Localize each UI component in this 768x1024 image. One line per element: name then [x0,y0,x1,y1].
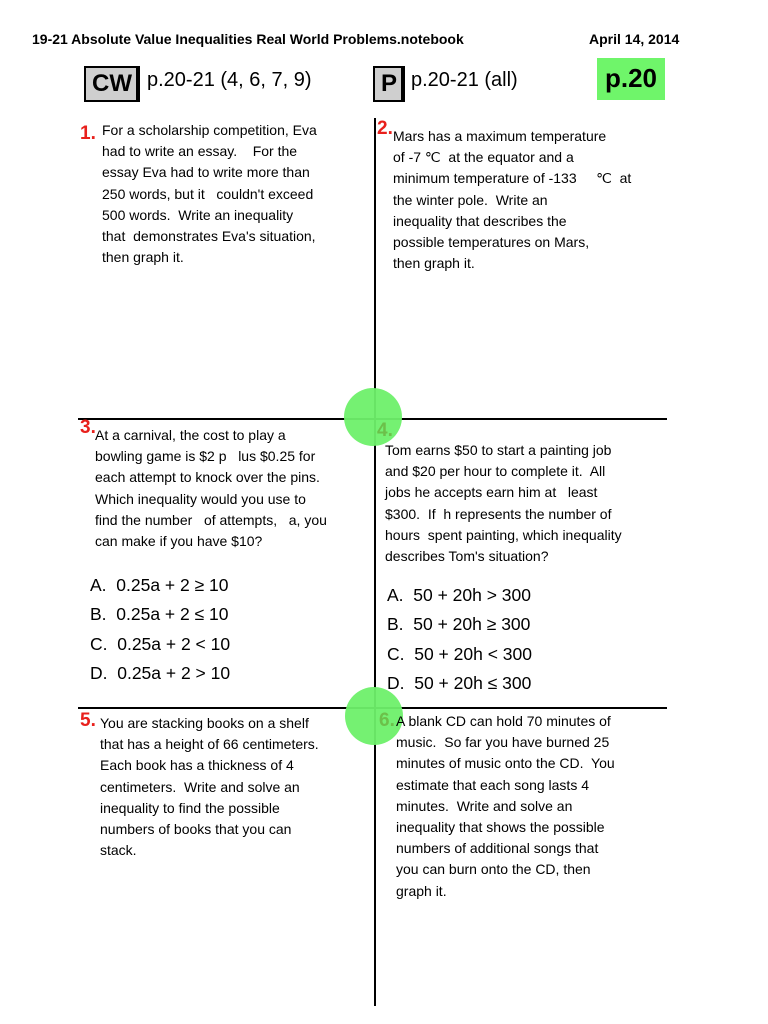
cw-pages: p.20-21 (4, 6, 7, 9) [147,69,312,91]
problem-1-number: 1. [80,123,96,144]
problem-4-text: Tom earns $50 to start a painting job and $20 per hour to complete it. All jobs he accepts earn him at least $300. If h represents the number of hours spent painting, which inequality describes Tom's situation? [385,442,622,565]
header-date: April 14, 2014 [589,31,680,47]
vertical-divider [374,118,376,1006]
problem-2-number: 2. [377,118,393,139]
problem-3-choices: A. 0.25a + 2 ≥ 10 B. 0.25a + 2 ≤ 10 C. 0.25a + 2 < 10 D. 0.25a + 2 > 10 [90,575,231,683]
p-pages: p.20-21 (all) [411,69,518,91]
problem-6-text: A blank CD can hold 70 minutes of music. So far you have burned 25 minutes of music onto the CD. You estimate that each song lasts 4 minutes. Write and solve an inequality that shows the possible numbers of additional songs that you can burn onto the CD, then graph it. [396,713,615,899]
problem-5-number: 5. [80,710,96,731]
center-highlight-circle-top [344,388,402,446]
problem-2-text: Mars has a maximum temperature of -7 ℃ at the equator and a minimum temperature of -133 ℃ at the winter pole. Write an inequality that describes the possible temperatures on Mars, then graph it. [393,128,632,272]
problem-5-text: You are stacking books on a shelf that has a height of 66 centimeters. Each book has a thickness of 4 centimeters. Write and solve an inequality to find the possible numbers of books that you can stack. [100,715,319,859]
p-tag: P [373,66,405,102]
problem-6-number: 6. [379,710,395,731]
page-badge: p.20 [597,58,665,100]
problem-4-choices: A. 50 + 20h > 300 B. 50 + 20h ≥ 300 C. 50 + 20h < 300 D. 50 + 20h ≤ 300 [387,585,532,693]
problem-3-text: At a carnival, the cost to play a bowling game is $2 p lus $0.25 for each attempt to knock over the pins. Which inequality would you use to find the number of attempts, a, you can make if you have $10? [95,427,327,550]
cw-tag: CW [84,66,140,102]
problem-3-number: 3. [80,417,96,438]
header-title: 19-21 Absolute Value Inequalities Real World Problems.notebook [32,31,464,47]
problem-1-text: For a scholarship competition, Eva had to write an essay. For the essay Eva had to write more than 250 words, but it couldn't exceed 500 words. Write an inequality that demonstrates Eva's situation, then graph it. [102,122,317,266]
problem-4-number: 4. [377,420,393,441]
